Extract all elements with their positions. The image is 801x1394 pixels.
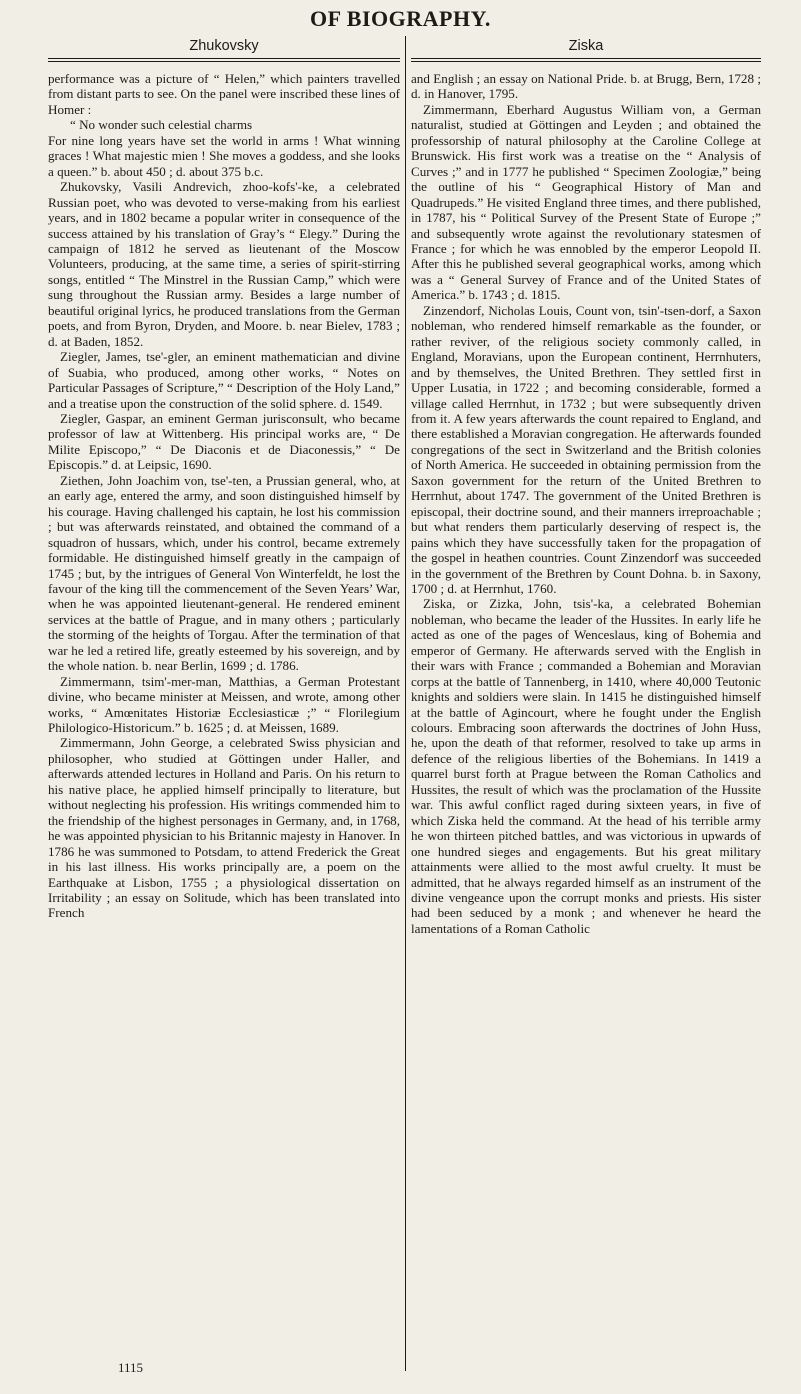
left-column [48,36,400,1371]
right-column-header: Ziska [568,38,604,54]
entry-ziska: Ziska, or Zizka, John, tsis'-ka, a celebrated Bohemian nobleman, who became the leader of the Hussites. In early life he acted as one of the pages of Wenceslaus, king of Bohemia and emperor of Germany. He afterwards served with the English in their wars with France ; commanded a Bohemian and Moravian corps at the battle of Tannenberg, in 1410, where 40,000 Teutonic knights and soldiers were slain. In 1415 he distinguished himself at the battle of Agincourt, where he fought under the English colours. Embracing soon afterwards the doctrines of John Huss, he, upon the death of that reformer, resolved to take up arms in defence of the religious liberties of the Bohemians. In 1419 a quarrel burst forth at Prague between the Roman Catholics and Hussites, the result of which was the proclamation of the Hussite war. This awful conflict raged during sixteen years, in five of which Ziska held the command. At the head of his terrible army he won thirteen pitched battles, and was victorious in upwards of one hundred sieges and engagements. But his great military attainments were allied to the most awful cruelty. It must be admitted, that he always regarded himself as an instrument of the divine vengeance upon the corrupt monks and priests. His sister had been seduced by a monk ; and whenever he heard the lamentations of a Roman Catholic [411,596,761,936]
verse-line: “ No wonder such celestial charms [70,117,253,133]
page-number: 1115 [118,1360,144,1375]
running-title: OF BIOGRAPHY. [310,6,491,31]
header-rule-secondary [48,61,400,62]
entry-zimmermann-john-george: Zimmermann, John George, a celebrated Swiss physician and philosopher, who studied at Göttingen under Haller, and afterwards attended lectures in Holland and Paris. On his return to his native place, he applied himself principally to literature, but without neglecting his profession. His writings commended him to the friendship of the highest personages in Germany, and, in 1768, he was appointed physician to his Britannic majesty in Hanover. In 1786 he was summoned to Potsdam, to attend Frederick the Great in his last illness. His works principally are, a poem on the Earthquake at Lisbon, 1755 ; a physiological dissertation on Irritability ; an essay on Solitude, which has been translated into French [48,735,400,921]
paragraph: performance was a picture of “ Helen,” which painters travelled from distant parts to see. On the panel were inscribed these lines of Homer : [48,71,400,117]
entry-ziegler-james: Ziegler, James, tse'-gler, an eminent mathematician and divine of Suabia, who produced, among other works, “ Notes on Particular Passages of Scripture,” “ Description of the Holy Land,” and a treatise upon the construction of the solid sphere. d. 1549. [48,349,400,411]
left-column-header: Zhukovsky [189,38,259,54]
verse-lines: For nine long years have set the world in arms ! What winning graces ! What majestic mien ! She moves a goddess, and she looks a queen.” b. about 450 ; d. about 375 b.c. [48,132,400,179]
left-column-text [48,71,400,921]
entry-ziegler-gaspar: Ziegler, Gaspar, an eminent German jurisconsult, who became professor of law at Wittenberg. His principal works are, “ De Milite Episcopo,” “ De Diaconis et de Diaconessis,” “ De Episcopis.” d. at Leipsic, 1690. [48,410,400,473]
entry-zhukovsky: Zhukovsky, Vasili Andrevich, zhoo-kofs'-ke, a celebrated Russian poet, who was devoted to verse-making from his earliest years, and in 1802 became a popular writer in consequence of the success attained by his translation of Gray’s “ Elegy.” During the campaign of 1812 he served as lieutenant of the Moscow Volunteers, producing, at the same time, a series of spirit-stirring songs, entitled “ The Minstrel in the Russian Camp,” which were sung throughout the Russian army. Besides a large number of beautiful original lyrics, he produced translations from the German poets, and from Byron, Dryden, and Moore. b. near Bielev, 1783 ; d. at Baden, 1852. [48,179,400,349]
right-column [411,36,761,1371]
right-column-text [411,71,761,936]
entry-zinzendorf: Zinzendorf, Nicholas Louis, Count von, tsin'-tsen-dorf, a Saxon nobleman, who rendered himself remarkable as the founder, or rather reviver, of the religious society commonly called, in England, Moravians, upon the European continent, Herrnhuters, and by themselves, the United Brethren. They settled first in Upper Lusatia, in 1722 ; and becoming considerable, formed a village called Herrnhut, in 1732 ; but were subsequently driven from it. A few years afterwards the count repaired to England, and there established a Moravian congregation. He afterwards founded congregations of the sect in Switzerland and the British colonies of North America. He succeeded in obtaining permission from the Saxon government for the return of the United Brethren to Herrnhut, about 1747. The government of the United Brethren is episcopal, their doctrine sound, and their manners irreproachable ; but what renders them particularly deserving of respect is, the pains which they have successfully taken for the propagation of the gospel in heathen countries. Count Zinzendorf was succeeded in the government of the Brethren by Count Dohna. b. in Saxony, 1700 ; d. at Herrnhut, 1760. [411,302,761,596]
column-divider [405,36,406,1371]
paragraph: and English ; an essay on National Pride. b. at Brugg, Bern, 1728 ; d. in Hanover, 1795. [411,71,761,102]
entry-zimmermann-matthias: Zimmermann, tsim'-mer-man, Matthias, a German Protestant divine, who became minister at Meissen, and wrote, among other works, “ Amœnitates Historiæ Ecclesiasticæ ;” “ Florilegium Philologico-Historicum.” b. 1625 ; d. at Meissen, 1689. [48,673,400,736]
header-rule-secondary [411,61,761,62]
entry-zimmermann-eberhard: Zimmermann, Eberhard Augustus William von, a German naturalist, studied at Göttingen and Leyden ; and obtained the professorship of natural philosophy at the Caroline College at Brunswick. His first work was a treatise on the “ Analysis of Curves ;” and in 1777 he published “ Specimen Zoologiæ,” being the outline of his “ Geographical History of Man and Quadrupeds.” He visited England three times, and there published, in 1787, his “ Political Survey of the Present State of Europe ;” and subsequently wrote against the revolutionary statesmen of France ; for which he was ennobled by the emperor Leopold II. After this he published several geographical works, among which was a “ General Survey of France and of the United States of America.” b. 1743 ; d. 1815. [411,101,761,303]
header-rule [411,58,761,59]
entry-ziethen: Ziethen, John Joachim von, tse'-ten, a Prussian general, who, at an early age, entered the army, and soon distinguished himself by his courage. Having challenged his captain, he lost his commission ; but was afterwards reinstated, and obtained the command of a squadron of hussars, which, under his control, became extremely formidable. He distinguished himself greatly in the campaign of 1745 ; but, by the intrigues of General Von Winterfeldt, he lost the favour of the king till the commencement of the Seven Years’ War, when he was appointed lieutenant-general. He rendered eminent services at the battle of Prague, and in many others ; particularly the storming of the heights of Torgau. After the termination of that war he led a retired life, greatly esteemed by his sovereign, and by the whole nation. b. near Berlin, 1699 ; d. 1786. [48,472,400,674]
header-rule [48,58,400,59]
